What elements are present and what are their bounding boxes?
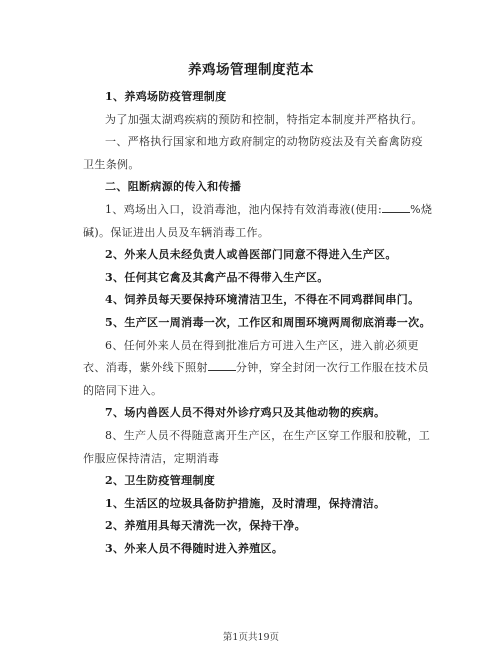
item-6-line-2 (83, 357, 429, 380)
rule-one-line-1: 一、严格执行国家和地方政府制定的动物防疫法及有关畜禽防疫 (105, 135, 423, 149)
intro-paragraph: 为了加强太湖鸡疾病的预防和控制，特指定本制度并严格执行。 (105, 112, 423, 126)
item-1-line-2: 碱)。保证进出人员及车辆消毒工作。 (83, 225, 270, 239)
section-heading-epidemic-prevention: 1、养鸡场防疫管理制度 (105, 90, 227, 103)
rule-one-line-2: 卫生条例。 (83, 157, 140, 171)
item-6-text-post: 分钟，穿全封闭一次行工作服在技术员 (235, 361, 429, 375)
item-5: 5、生产区一周消毒一次，工作区和周围环境两周彻底消毒一次。 (105, 315, 431, 329)
item-2: 2、外来人员未经负责人或兽医部门同意不得进入生产区。 (105, 248, 397, 262)
page-number-footer: 第1页共19页 (222, 632, 280, 643)
item-6-text-pre: 衣、消毒，紫外线下照射 (83, 361, 208, 375)
section-heading-hygiene: 2、卫生防疫管理制度 (105, 474, 216, 488)
item-6-line-3: 的陪同下进入。 (83, 383, 163, 397)
hygiene-item-1: 1、生活区的垃圾具备防护措施，及时清理，保持清洁。 (105, 496, 386, 510)
document-title: 养鸡场管理制度范本 (188, 62, 314, 78)
item-4: 4、饲养员每天要保持环境清洁卫生，不得在不同鸡群间串门。 (105, 293, 420, 307)
item-8-line-2: 作服应保持清洁，定期消毒 (83, 451, 220, 465)
hygiene-item-2: 2、养殖用具每天清洗一次，保持干净。 (105, 519, 306, 533)
item-1-text-pre: 1、鸡场出入口，设消毒池，池内保持有效消毒液(使用: (105, 202, 383, 216)
item-3: 3、任何其它禽及其禽产品不得带入生产区。 (105, 270, 329, 284)
item-1-line-1 (83, 199, 433, 222)
hygiene-item-3: 3、外来人员不得随时进入养殖区。 (105, 541, 284, 555)
fill-in-blank-minutes (208, 360, 236, 371)
section-heading-block-pathogens: 二、阻断病源的传入和传播 (105, 180, 242, 194)
item-7: 7、场内兽医人员不得对外诊疗鸡只及其他动物的疾病。 (105, 406, 386, 420)
item-6-line-1: 6、任何外来人员在得到批准后方可进入生产区，进入前必须更 (105, 338, 419, 352)
item-8-line-1: 8、生产人员不得随意离开生产区，在生产区穿工作服和胶靴，工 (105, 428, 431, 442)
fill-in-blank-percentage (382, 202, 410, 213)
item-1-text-post: %烧 (410, 202, 433, 216)
document-body (83, 86, 433, 560)
